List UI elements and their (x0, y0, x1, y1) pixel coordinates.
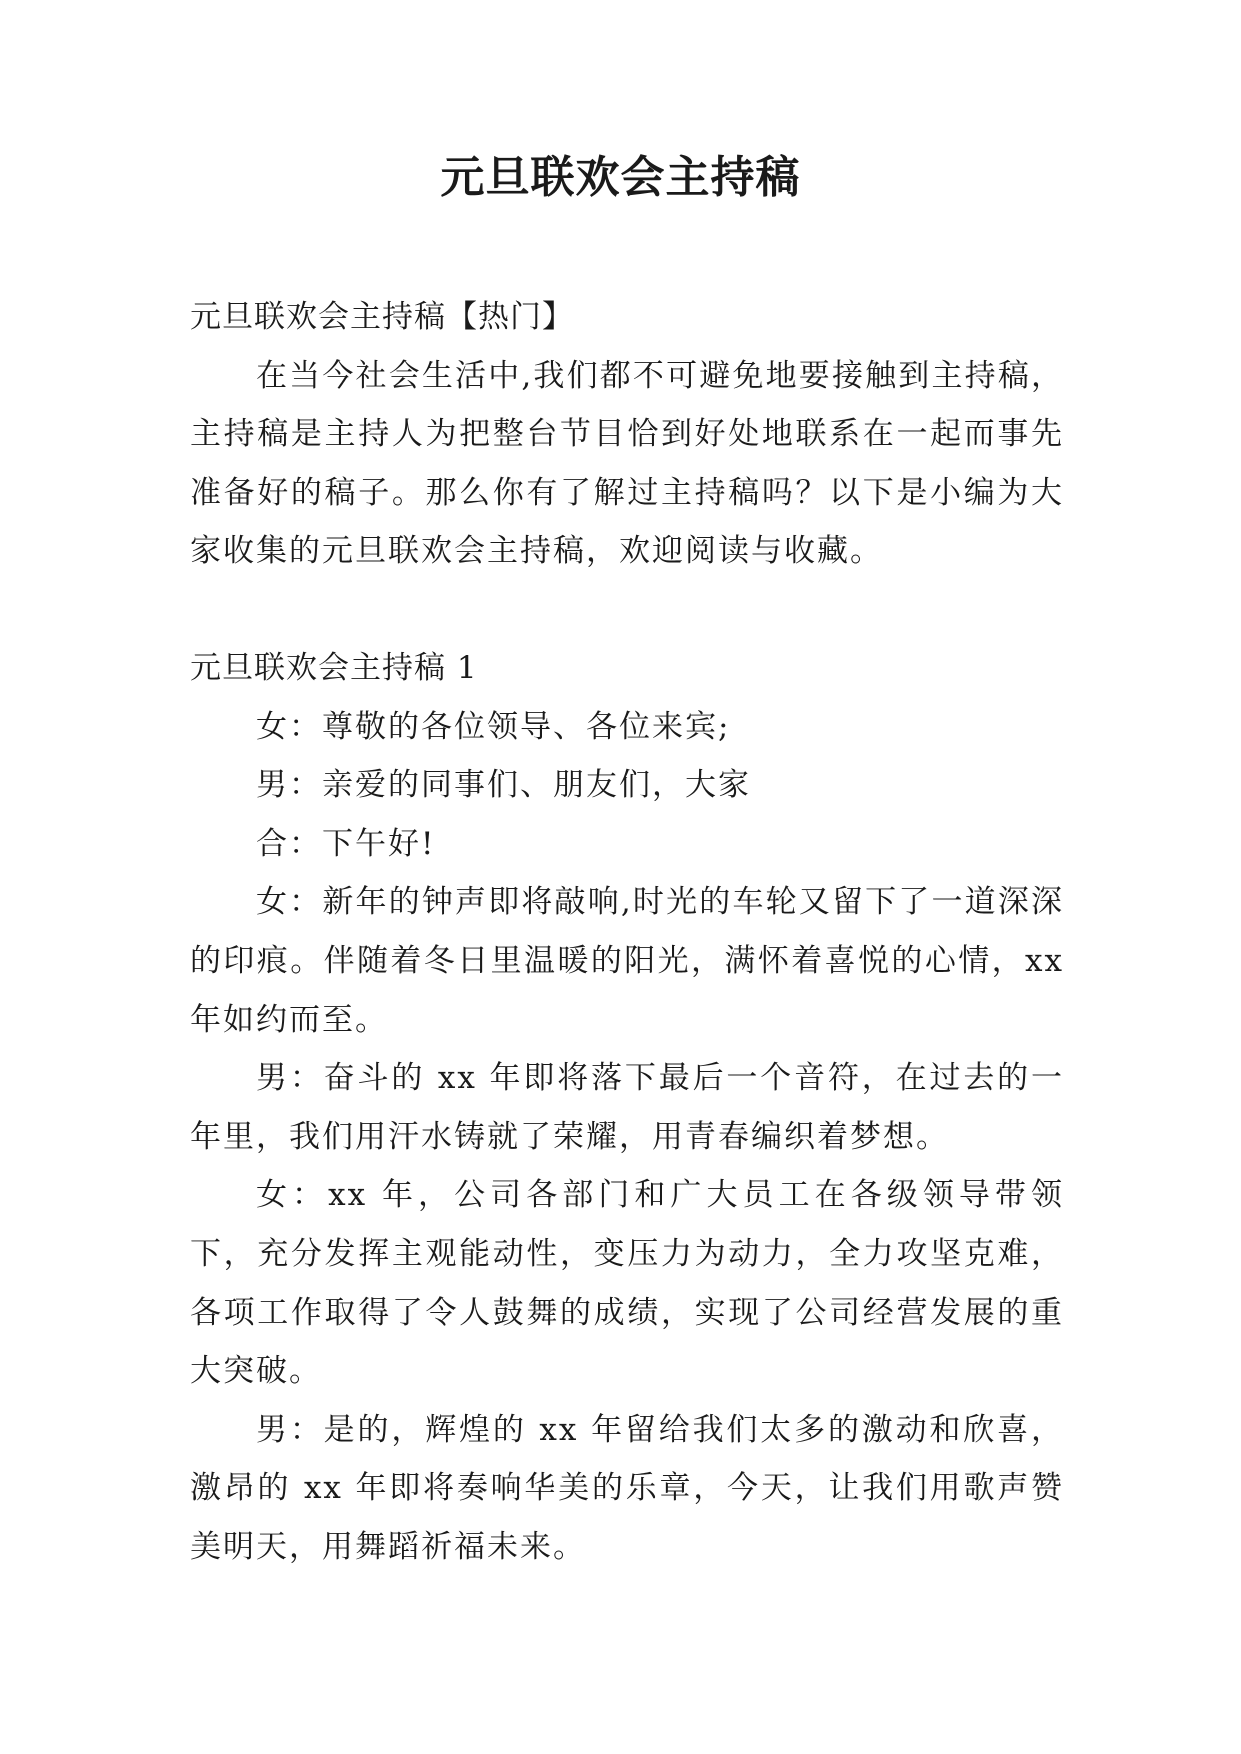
dialogue-line: 女：xx 年，公司各部门和广大员工在各级领导带领下，充分发挥主观能动性，变压力为动力，全力攻坚克难，各项工作取得了令人鼓舞的成绩，实现了公司经营发展的重大突破。 (190, 1177, 1064, 1390)
document-body (190, 288, 1064, 1576)
intro-paragraph: 在当今社会生活中,我们都不可避免地要接触到主持稿，主持稿是主持人为把整台节目恰到好处地联系在一起而事先准备好的稿子。那么你有了解过主持稿吗？以下是小编为大家收集的元旦联欢会主持稿，欢迎阅读与收藏。 (190, 357, 1064, 570)
dialogue-line: 女：新年的钟声即将敲响,时光的车轮又留下了一道深深的印痕。伴随着冬日里温暖的阳光，满怀着喜悦的心情，xx 年如约而至。 (190, 884, 1064, 1038)
dialogue-line: 合：下午好! (256, 825, 436, 862)
dialogue-line: 男：奋斗的 xx 年即将落下最后一个音符，在过去的一年里，我们用汗水铸就了荣耀，用青春编织着梦想。 (190, 1060, 1064, 1155)
dialogue-line: 女：尊敬的各位领导、各位来宾; (256, 708, 731, 745)
dialogue-line: 男：亲爱的同事们、朋友们，大家 (256, 767, 751, 804)
document-title: 元旦联欢会主持稿 (440, 152, 801, 203)
intro-heading: 元旦联欢会主持稿【热门】 (190, 299, 574, 335)
section-heading: 元旦联欢会主持稿 1 (190, 649, 478, 686)
section-gap (190, 581, 1064, 639)
dialogue-line: 男：是的，辉煌的 xx 年留给我们太多的激动和欣喜，激昂的 xx 年即将奏响华美的乐章，今天，让我们用歌声赞美明天，用舞蹈祈福未来。 (190, 1411, 1064, 1565)
